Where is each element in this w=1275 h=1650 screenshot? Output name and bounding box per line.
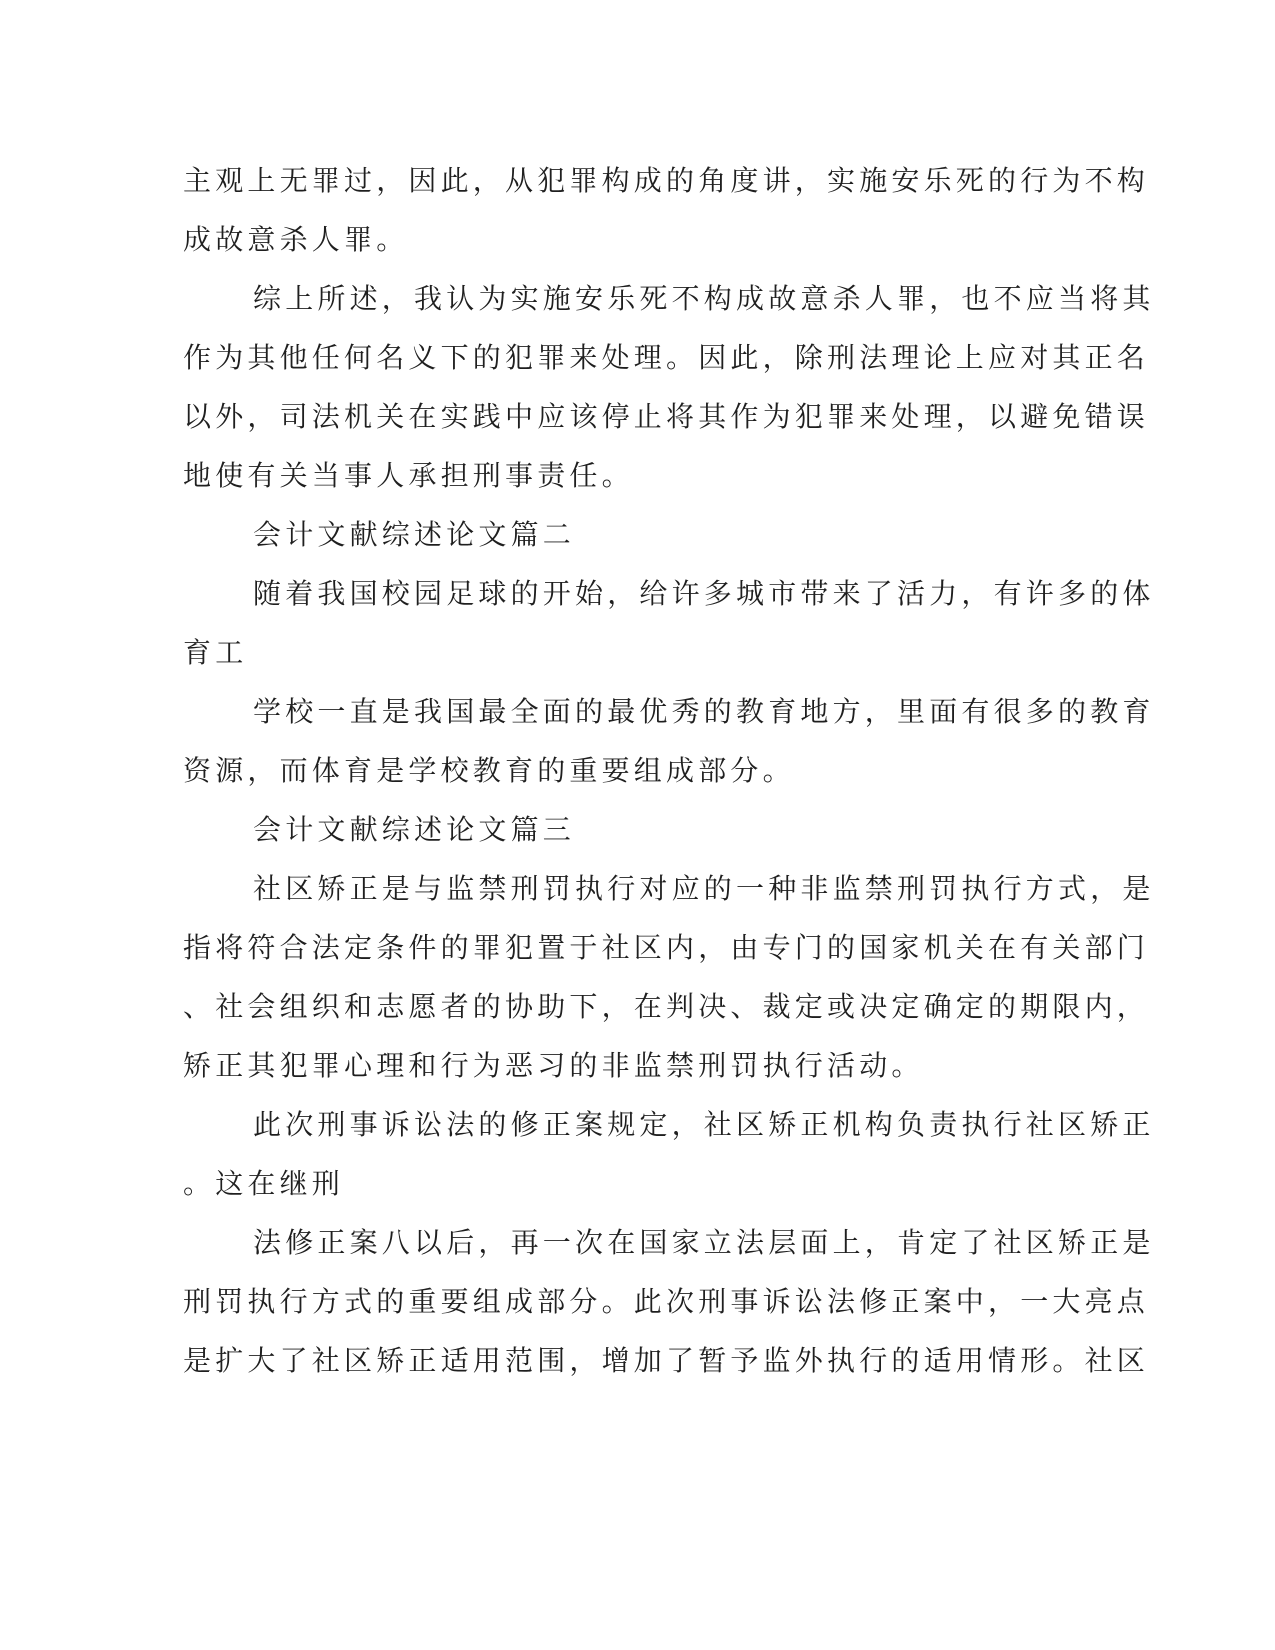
text-line: 以外，司法机关在实践中应该停止将其作为犯罪来处理，以避免错误	[183, 400, 1150, 433]
text-line: 综上所述，我认为实施安乐死不构成故意杀人罪，也不应当将其	[253, 282, 1155, 315]
text-line: 主观上无罪过，因此，从犯罪构成的角度讲，实施安乐死的行为不构	[183, 164, 1150, 197]
text-line: 、社会组织和志愿者的协助下，在判决、裁定或决定确定的期限内，	[183, 990, 1150, 1023]
text-line: 是扩大了社区矫正适用范围，增加了暂予监外执行的适用情形。社区	[183, 1344, 1150, 1377]
text-line: 社区矫正是与监禁刑罚执行对应的一种非监禁刑罚执行方式，是	[253, 872, 1155, 905]
text-line: 育工	[183, 636, 248, 669]
section-heading: 会计文献综述论文篇二	[253, 518, 576, 551]
text-line: 矫正其犯罪心理和行为恶习的非监禁刑罚执行活动。	[183, 1049, 924, 1082]
section-heading: 会计文献综述论文篇三	[253, 813, 576, 846]
text-line: 随着我国校园足球的开始，给许多城市带来了活力，有许多的体	[253, 577, 1155, 610]
text-line: 成故意杀人罪。	[183, 223, 409, 256]
text-line: 指将符合法定条件的罪犯置于社区内，由专门的国家机关在有关部门	[183, 931, 1150, 964]
text-line: 刑罚执行方式的重要组成部分。此次刑事诉讼法修正案中，一大亮点	[183, 1285, 1150, 1318]
text-line: 。这在继刑	[183, 1167, 345, 1200]
text-line: 学校一直是我国最全面的最优秀的教育地方，里面有很多的教育	[253, 695, 1155, 728]
text-line: 此次刑事诉讼法的修正案规定，社区矫正机构负责执行社区矫正	[253, 1108, 1155, 1141]
text-line: 法修正案八以后，再一次在国家立法层面上，肯定了社区矫正是	[253, 1226, 1155, 1259]
text-line: 地使有关当事人承担刑事责任。	[183, 459, 634, 492]
text-line: 资源，而体育是学校教育的重要组成部分。	[183, 754, 795, 787]
text-line: 作为其他任何名义下的犯罪来处理。因此，除刑法理论上应对其正名	[183, 341, 1150, 374]
